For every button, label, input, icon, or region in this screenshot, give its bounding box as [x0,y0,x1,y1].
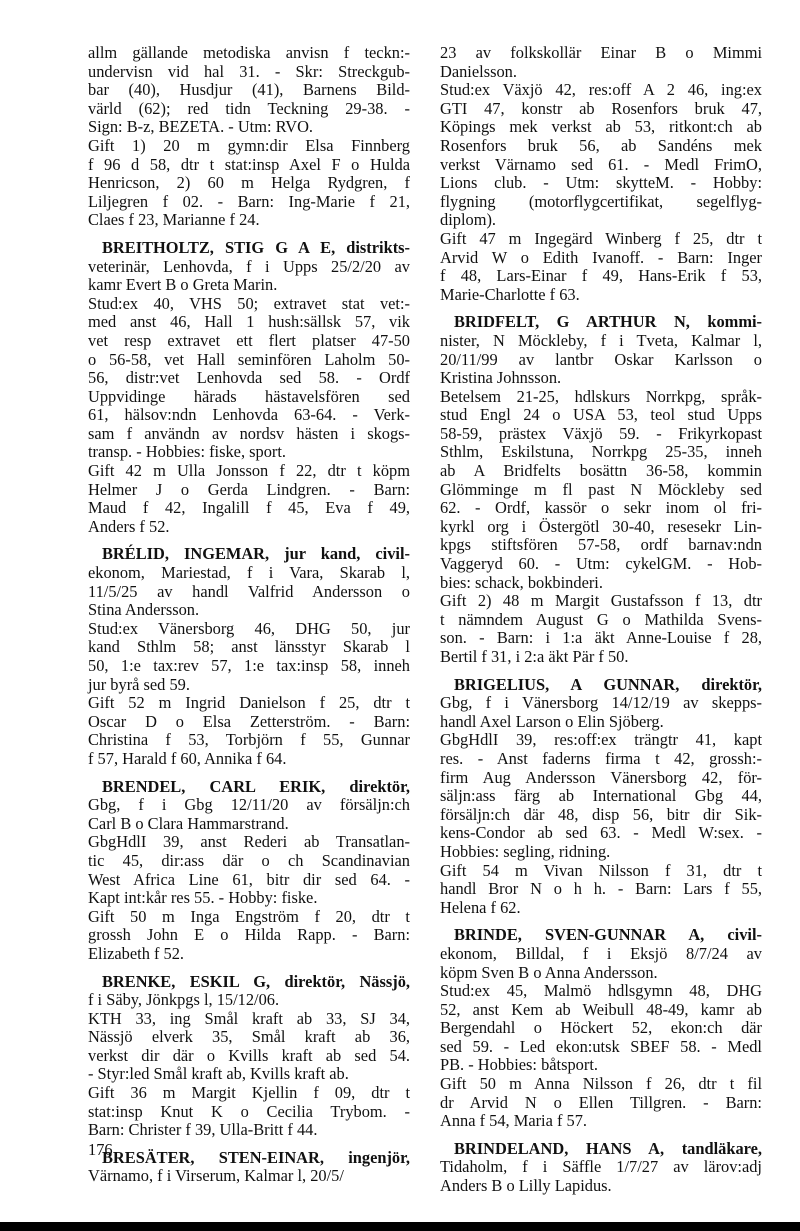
entry-text-line: Anders f 52. [88,516,170,536]
entry-text-line: verkst Värnamo sed 61. - Medl FrimO, [440,154,762,174]
entry-text-line: f i Säby, Jönkpgs l, 15/12/06. [88,990,280,1010]
entry-text-line: Henricson, 2) 60 m Helga Rydgren, f [88,173,410,193]
biography-entry [440,676,762,918]
entry-text-line: Stud:ex Vänersborg 46, DHG 50, jur [88,618,410,638]
entry-heading-line: BRIGELIUS, A GUNNAR, direktör, [454,674,762,694]
entry-text-line: dr Arvid N o Ellen Tillgren. - Barn: [440,1092,762,1112]
entry-text-line: Helena f 62. [440,897,521,917]
entry-continuation [440,44,762,304]
entry-text-line: Gift 50 m Anna Nilsson f 26, dtr t fil [440,1074,762,1094]
entry-text-line: Köpings mek verkst ab 53, ritkont:ch ab [440,117,762,137]
entry-text-line: kamr Evert B o Greta Marin. [88,275,278,295]
entry-text-line: Värnamo, f i Virserum, Kalmar l, 20/5/ [88,1166,344,1186]
entry-text-line: Glömminge m fl past N Möckleby sed [440,479,762,499]
entry-text-line: 50, 1:e tax:rev 57, 1:e tax:insp 58, inneh [88,656,410,675]
entry-text-line: kens-Condor ab sed 63. - Medl W:sex. - [440,823,762,843]
biography-entry [440,1140,762,1196]
entry-text-line: Stud:ex 45, Malmö hdlsgymn 48, DHG [440,981,762,1001]
entry-text-line: Gift 54 m Vivan Nilsson f 31, dtr t [440,860,762,880]
entry-text-line: Gift 1) 20 m gymn:dir Elsa Finnberg [88,135,410,155]
entry-text-line: värld (62); red tidn Teckning 29-38. - [88,98,410,118]
scan-bottom-edge [0,1222,800,1231]
entry-text-line: Carl B o Clara Hammarstrand. [88,813,289,833]
entry-text-line: f 96 d 58, dtr t stat:insp Axel F o Hulda [88,154,410,174]
entry-text-line: stud Engl 24 o USA 53, teol stud Upps [440,405,762,425]
entry-text-line: Claes f 23, Marianne f 24. [88,210,260,230]
entry-text-line: kyrkl org i Östergötl 30-40, resesekr Lin- [440,516,762,536]
entry-text-line: Stud:ex 40, VHS 50; extravet stat vet:- [88,293,410,313]
entry-text-line: Barn: Christer f 39, Ulla-Britt f 44. [88,1120,318,1140]
entry-text-line: Gift 50 m Inga Engström f 20, dtr t [88,906,410,926]
entry-text-line: Anna f 54, Maria f 57. [440,1111,588,1131]
entry-text-line: - Styr:led Smål kraft ab, Kvills kraft ab. [88,1064,349,1084]
entry-text-line: Gbg, f i Gbg 12/11/20 av försäljn:ch [88,795,410,815]
biography-entry [88,1149,410,1186]
biography-entry [88,545,410,768]
entry-text-line: o 56-58, vet Hall seminfören Laholm 50- [88,349,410,369]
entry-text-line: 62. - Ordf, kassör o sekr inom ol fri- [440,498,762,518]
entry-text-line: veterinär, Lenhovda, f i Upps 25/2/20 av [88,256,410,276]
entry-text-line: 61, hälsov:ndn Lenhovda 63-64. - Verk- [88,405,410,425]
entry-heading-line: BRENDEL, CARL ERIK, direktör, [102,776,410,796]
biography-entry [88,239,410,537]
entry-text-line: Nässjö elverk 35, Smål kraft ab 36, [88,1027,410,1047]
entry-text-line: Elizabeth f 52. [88,943,185,963]
entry-text-line: sam f användn av nordsv hästen i skogs- [88,423,410,443]
entry-text-line: grossh John E o Hilda Rapp. - Barn: [88,925,410,945]
entry-text-line: ab A Bridfelts bosättn 36-58, kommin [440,461,762,481]
entry-text-line: säljn:ass färg ab International Gbg 44, [440,786,762,806]
entry-text-line: tic 45, dir:ass där o ch Scandinavian [88,850,410,870]
entry-text-line: Bergendahl o Höckert 52, ekon:ch där [440,1018,762,1038]
biography-entry [88,778,410,964]
entry-heading-line: BRINDELAND, HANS A, tandläkare, [454,1138,762,1158]
entry-heading-line: BRINDE, SVEN-GUNNAR A, civil- [454,925,762,945]
entry-text-line: allm gällande metodiska anvisn f teckn:- [88,43,410,62]
entry-text-line: ekonom, Mariestad, f i Vara, Skarab l, [88,563,410,583]
entry-heading-line: BRENKE, ESKIL G, direktör, Nässjö, [102,971,410,991]
entry-text-line: köpm Sven B o Anna Andersson. [440,962,658,982]
entry-text-line: verkst dir där o Kvills kraft ab sed 54. [88,1045,410,1065]
entry-text-line: 56, distr:vet Lenhovda sed 58. - Ordf [88,368,410,388]
entry-text-line: diplom). [440,210,496,230]
entry-text-line: Helmer J o Gerda Lindgren. - Barn: [88,479,410,499]
entry-text-line: Stud:ex Växjö 42, res:off A 2 46, ing:ex [440,80,762,100]
entry-heading-line: BRESÄTER, STEN-EINAR, ingenjör, [102,1147,410,1167]
entry-text-line: Danielsson. [440,61,517,81]
entry-text-line: ekonom, Billdal, f i Eksjö 8/7/24 av [440,943,762,963]
entry-text-line: firm Aug Andersson Vänersborg 42, för- [440,767,762,787]
entry-text-line: t nämndem August G o Mathilda Svens- [440,609,762,629]
entry-text-line: Gift 47 m Ingegärd Winberg f 25, dtr t [440,228,762,248]
entry-text-line: nister, N Möckleby, f i Tveta, Kalmar l, [440,330,762,350]
entry-text-line: kand Sthlm 58; anst länsstyr Skarab l [88,637,410,657]
entry-text-line: Vaggeryd 60. - Utm: cykelGM. - Hob- [440,554,762,574]
entry-text-line: Gift 42 m Ulla Jonsson f 22, dtr t köpm [88,461,410,481]
entry-text-line: f 57, Harald f 60, Annika f 64. [88,748,287,768]
entry-text-line: res. - Anst faderns firma t 42, grossh:- [440,748,762,768]
right-column [440,44,762,1196]
entry-text-line: Bertil f 31, i 2:a äkt Pär f 50. [440,647,629,666]
biography-entry [88,973,410,1140]
entry-text-line: Stina Andersson. [88,600,200,620]
entry-text-line: bies: schack, bokbinderi. [440,572,603,592]
biography-entry [440,313,762,666]
entry-text-line: 58-59, prästex Växjö 59. - Frikyrkopast [440,423,762,443]
entry-text-line: undervisn vid hal 31. - Skr: Streckgub- [88,61,410,81]
entry-text-line: Oscar D o Elsa Zetterström. - Barn: [88,711,410,731]
entry-text-line: med anst 46, Hall 1 hush:sällsk 57, vik [88,312,410,332]
entry-text-line: Sthlm, Eskilstuna, Norrkpg 25-35, inneh [440,442,762,462]
entry-text-line: bar (40), Husdjur (41), Barnens Bild- [88,80,410,100]
entry-text-line: Maud f 42, Ingalill f 45, Eva f 49, [88,498,410,518]
entry-text-line: handl Axel Larson o Elin Sjöberg. [440,711,664,731]
entry-text-line: Hobbies: segling, ridning. [440,841,611,861]
entry-text-line: Sign: B-z, BEZETA. - Utm: RVO. [88,117,314,137]
left-column [88,44,410,1186]
entry-text-line: Betelsem 21-25, hdlskurs Norrkpg, språk- [440,386,762,406]
entry-text-line: GbgHdlI 39, res:off:ex trängtr 41, kapt [440,730,762,750]
entry-heading-line: BRIDFELT, G ARTHUR N, kommi- [454,312,762,332]
entry-text-line: sed 59. - Led ekon:utsk SBEF 58. - Medl [440,1036,762,1056]
entry-text-line: 11/5/25 av handl Valfrid Andersson o [88,581,410,601]
entry-text-line: Kristina Johnsson. [440,368,562,388]
entry-text-line: 20/11/99 av lantbr Oskar Karlsson o [440,349,762,369]
entry-text-line: Anders B o Lilly Lapidus. [440,1176,612,1196]
entry-text-line: handl Bror N o h h. - Barn: Lars f 55, [440,879,762,899]
entry-text-line: Rosenfors bruk 56, ab Sandéns mek [440,135,762,155]
entry-text-line: son. - Barn: i 1:a äkt Anne-Louise f 28, [440,628,762,648]
entry-text-line: Lions club. - Utm: skytteM. - Hobby: [440,173,762,193]
entry-text-line: West Africa Line 61, bitr dir sed 64. - [88,869,410,889]
entry-text-line: Liljegren f 02. - Barn: Ing-Marie f 21, [88,191,410,211]
entry-text-line: PB. - Hobbies: båtsport. [440,1055,598,1075]
entry-text-line: Gbg, f i Vänersborg 14/12/19 av skepps- [440,693,762,713]
entry-text-line: Gift 2) 48 m Margit Gustafsson f 13, dtr [440,591,762,611]
entry-text-line: GTI 47, konstr ab Rosenfors bruk 47, [440,98,762,118]
entry-text-line: Marie-Charlotte f 63. [440,284,580,304]
entry-text-line: transp. - Hobbies: fiske, sport. [88,442,287,462]
entry-text-line: vet resp extravet ett flert platser 47-50 [88,330,410,350]
entry-text-line: 52, anst Kem ab Weibull 48-49, kamr ab [440,999,762,1019]
entry-text-line: stat:insp Knut K o Cecilia Trybom. - [88,1101,410,1121]
entry-text-line: KTH 33, ing Smål kraft ab 33, SJ 34, [88,1008,410,1028]
entry-heading-line: BREITHOLTZ, STIG G A E, distrikts- [102,237,410,257]
entry-text-line: GbgHdlI 39, anst Rederi ab Transatlan- [88,832,410,852]
entry-continuation [88,44,410,230]
entry-text-line: Gift 36 m Margit Kjellin f 09, dtr t [88,1083,410,1103]
entry-text-line: f 48, Lars-Einar f 49, Hans-Erik f 53, [440,266,762,286]
entry-text-line: Kapt int:kår res 55. - Hobby: fiske. [88,888,318,908]
entry-text-line: 23 av folkskollär Einar B o Mimmi [440,43,762,62]
entry-text-line: Tidaholm, f i Säffle 1/7/27 av lärov:adj [440,1157,762,1177]
entry-text-line: Uppvidinge härads hästavelsfören sed [88,386,410,406]
page-number: 176 [88,1140,113,1159]
entry-text-line: försäljn:ch där 48, disp 56, bitr dir Sik- [440,804,762,824]
entry-heading-line: BRÉLID, INGEMAR, jur kand, civil- [102,544,410,564]
entry-text-line: Arvid W o Edith Ivanoff. - Barn: Inger [440,247,762,267]
entry-text-line: Christina f 53, Torbjörn f 55, Gunnar [88,730,410,750]
entry-text-line: flygning (motorflygcertifikat, segelflyg- [440,191,762,211]
biography-entry [440,926,762,1131]
entry-text-line: Gift 52 m Ingrid Danielson f 25, dtr t [88,693,410,713]
entry-text-line: kpgs stiftsfören 57-58, ordf barnav:ndn [440,535,762,555]
entry-text-line: jur byrå sed 59. [88,674,190,694]
